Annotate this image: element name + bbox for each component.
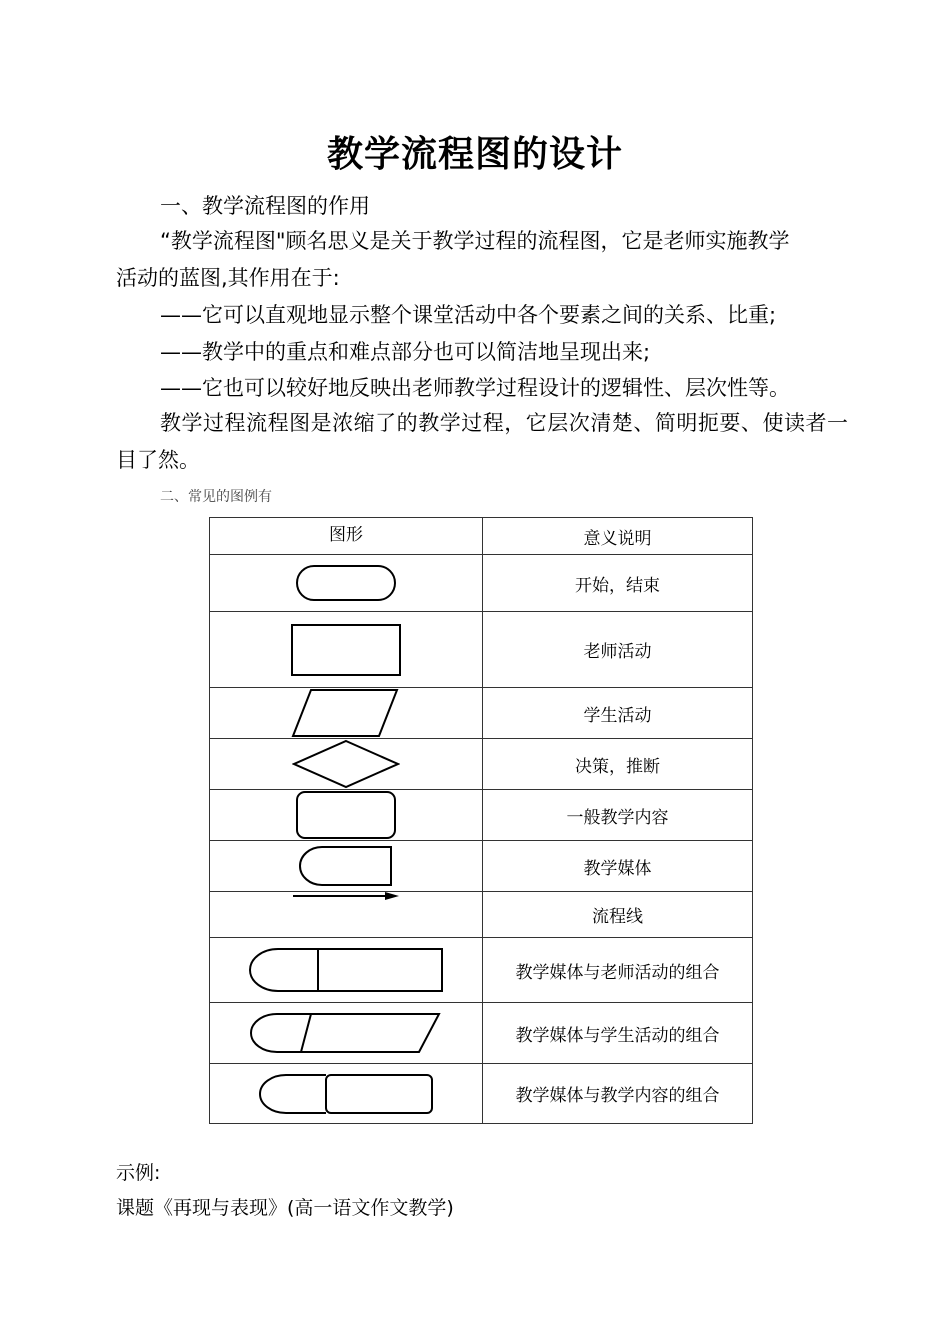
summary-paragraph: 教学过程流程图是浓缩了的教学过程，它层次清楚、简明扼要、使读者一目了然。 [116,411,848,472]
table-row [210,555,753,612]
table-row [210,790,753,841]
shape-cell [210,841,483,892]
shape-cell [210,555,483,612]
parallelogram-icon [291,688,401,738]
table-header-row [210,518,753,555]
table-row [210,1003,753,1064]
diamond-icon [292,739,400,789]
rectangle-icon [288,622,404,678]
bullet-2: ——教学中的重点和难点部分也可以简洁地呈现出来; [160,340,651,364]
meaning-cell: 教学媒体与教学内容的组合 [483,1064,753,1124]
media-student-combo-icon [249,1012,443,1054]
header-meaning-cell: 意义说明 [483,518,753,555]
shape-cell [210,612,483,688]
header-shape-cell [210,518,483,555]
meaning-cell: 教学媒体与学生活动的组合 [483,1003,753,1064]
meaning-cell: 一般教学内容 [483,790,753,841]
bullet-3: ——它也可以较好地反映出老师教学过程设计的逻辑性、层次性等。 [160,376,790,400]
meaning-cell: 学生活动 [483,688,753,739]
shape-cell [210,938,483,1003]
meaning-cell: 开始，结束 [483,555,753,612]
table-row [210,612,753,688]
arrow-line-icon [291,892,401,902]
meaning-cell: 教学媒体 [483,841,753,892]
shape-cell [210,1003,483,1064]
section1-heading: 一、教学流程图的作用 [160,194,370,218]
table-row [210,739,753,790]
example-label: 示例: [116,1162,161,1184]
meaning-cell: 决策，推断 [483,739,753,790]
table-row [210,688,753,739]
meaning-cell: 老师活动 [483,612,753,688]
page-title: 教学流程图的设计 [326,134,623,175]
shape-cell [210,790,483,841]
shape-cell [210,739,483,790]
rounded-rectangle-icon [294,790,398,840]
table-row [210,892,753,938]
intro-line-2: 活动的蓝图,其作用在于: [116,266,340,290]
legend-table [209,517,753,1124]
rounded-terminal-icon [291,563,401,603]
example-course: 课题《再现与表现》(高一语文作文教学) [116,1197,454,1219]
header-shape-label: 图形 [329,525,363,545]
meaning-cell: 教学媒体与老师活动的组合 [483,938,753,1003]
shape-cell [210,688,483,739]
section2-heading: 二、常见的图例有 [160,489,272,505]
media-content-combo-icon [258,1073,434,1115]
media-teacher-combo-icon [248,947,444,993]
media-shape-icon [298,845,394,887]
bullet-1: ——它可以直观地显示整个课堂活动中各个要素之间的关系、比重; [160,303,777,327]
table-row [210,1064,753,1124]
shape-cell [210,1064,483,1124]
intro-line-1: “教学流程图"顾名思义是关于教学过程的流程图，它是老师实施教学 [160,229,790,253]
table-row [210,938,753,1003]
shape-cell [210,892,483,938]
meaning-cell: 流程线 [483,892,753,938]
table-row [210,841,753,892]
